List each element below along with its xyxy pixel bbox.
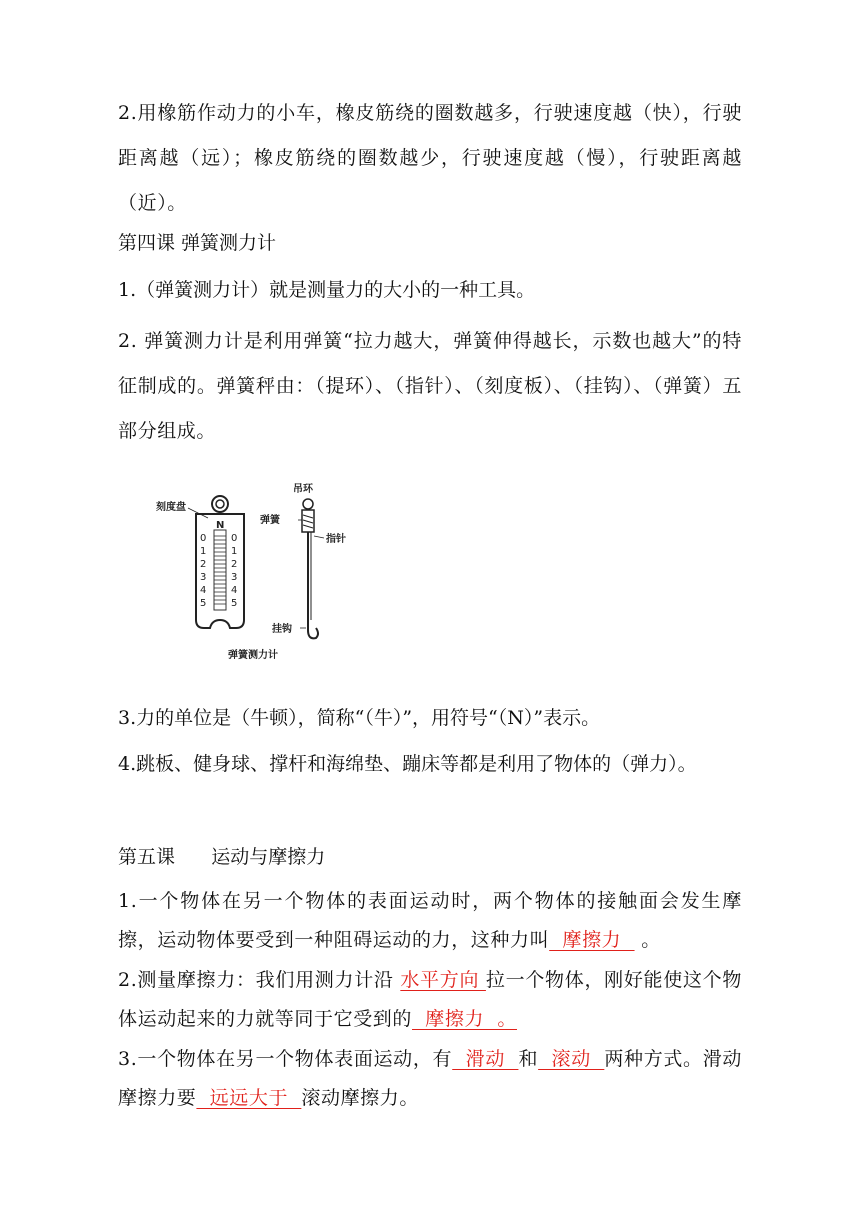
item1-text: 1.一个物体在另一个物体的表面运动时，两个物体的接触面会发生摩擦，运动物体要受到一种阻碍运动的力，这种力叫: [118, 890, 742, 951]
lesson4-item1: 1.（弹簧测力计）就是测量力的大小的一种工具。: [118, 279, 536, 301]
scale-right-5: 5: [231, 598, 238, 609]
item1-answer-blank: 摩擦力: [549, 929, 635, 951]
lesson4-item4: 4.跳板、健身球、撑杆和海绵垫、蹦床等都是利用了物体的（弹力）。: [118, 753, 697, 775]
item2-text-mid: 拉一个物体，刚好能使这个物体运动起来的力就等同于它受到的: [118, 969, 742, 1030]
scale-right-0: 0: [231, 533, 238, 544]
scale-left-1: 1: [200, 546, 207, 557]
pointer-label: 指针: [326, 534, 346, 545]
scale-left-0: 0: [200, 533, 207, 544]
item3-answer-blank-1: 滑动: [452, 1048, 519, 1070]
figure-caption: 弹簧测力计: [228, 650, 278, 661]
lesson5-item1: [118, 882, 742, 960]
item3-text-end: 滚动摩擦力。: [301, 1087, 419, 1109]
unit-label: N: [216, 520, 225, 531]
item3-text-mid: 两种方式。滑动摩擦力要: [118, 1048, 742, 1109]
spring-label: 弹簧: [260, 515, 280, 526]
item1-end: 。: [634, 929, 661, 951]
scale-left-3: 3: [200, 572, 207, 583]
item3-text: 3.一个物体在另一个物体表面运动，有: [118, 1048, 453, 1070]
lesson4-item2: 2. 弹簧测力计是利用弹簧“拉力越大，弹簧伸得越长，示数也越大”的特征制成的。弹簧秤由：（提环）、（指针）、（刻度板）、（挂钩）、（弹簧）五部分组成。: [118, 330, 742, 442]
scale-left-2: 2: [200, 559, 207, 570]
item2-answer-blank-2: 摩擦力 。: [412, 1008, 517, 1030]
scale-right-2: 2: [231, 559, 238, 570]
scale-right-1: 1: [231, 546, 238, 557]
item3-text-and: 和: [518, 1048, 539, 1070]
ring-label: 吊环: [293, 484, 313, 495]
hook-label: 挂钩: [272, 624, 292, 635]
scale-side-view: [260, 482, 346, 638]
item3-answer-blank-2: 滚动: [538, 1048, 605, 1070]
lesson5-item2: [118, 961, 742, 1039]
scale-right-4: 4: [231, 585, 238, 596]
lesson5-title: 第五课 运动与摩擦力: [118, 846, 326, 868]
item2-text: 2.测量摩擦力：我们用测力计沿: [118, 969, 401, 991]
scale-dial-view: [156, 496, 244, 628]
scale-left-4: 4: [200, 585, 207, 596]
lesson4-title: 第四课 弹簧测力计: [118, 232, 277, 254]
scale-left-5: 5: [200, 598, 207, 609]
lesson3-item2: 2.用橡筋作动力的小车，橡皮筋绕的圈数越多，行驶速度越（快），行驶距离越（远）；橡皮筋绕的圈数越少，行驶速度越（慢），行驶距离越（近）。: [118, 102, 742, 214]
dial-label: 刻度盘: [156, 502, 186, 513]
item2-answer-blank-1: 水平方向: [400, 969, 486, 991]
item3-answer-blank-3: 远远大于: [196, 1087, 302, 1109]
lesson5-item3: [118, 1040, 742, 1118]
scale-right-3: 3: [231, 572, 238, 583]
spring-scale-figure: [148, 478, 378, 664]
lesson4-item3: 3.力的单位是（牛顿），简称“（牛）”，用符号“（N）”表示。: [118, 707, 601, 729]
